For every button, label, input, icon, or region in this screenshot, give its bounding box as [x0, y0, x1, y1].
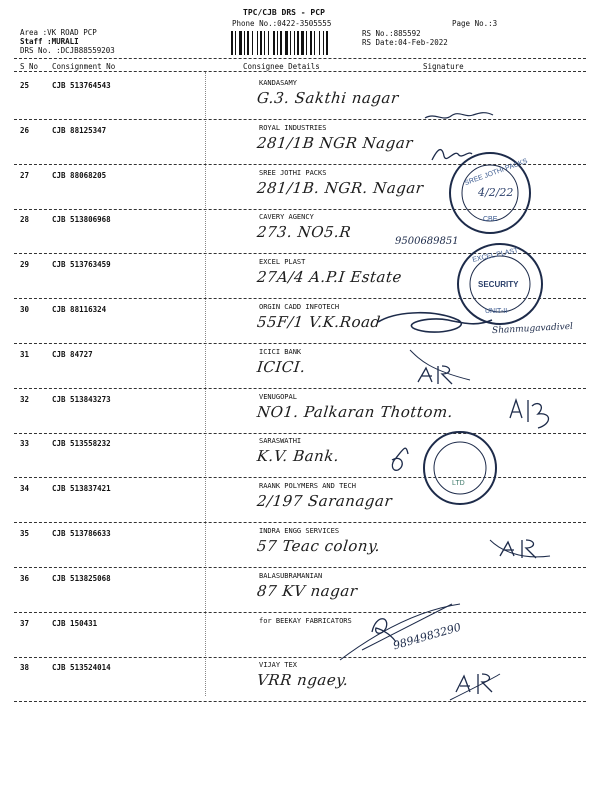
- consignee-name: KANDASAMY: [259, 79, 297, 87]
- consignment-number: CJB 513806968: [52, 215, 111, 224]
- serial-number: 27: [20, 171, 30, 180]
- stamp-excel-top: EXCEL PLAST: [471, 247, 520, 264]
- staff-label: Staff :MURALI: [20, 37, 79, 46]
- serial-number: 37: [20, 619, 30, 628]
- area-label: Area :VK ROAD PCP: [20, 28, 97, 37]
- col-signature: Signature: [423, 62, 464, 71]
- stamp-sree-jothi-bottom: CBE: [483, 216, 498, 223]
- col-consignee: Consignee Details: [243, 62, 320, 71]
- consignment-number: CJB 513843273: [52, 395, 111, 404]
- handwritten-address: 55F/1 V.K.Road: [256, 313, 382, 331]
- consignee-name: for BEEKAY FABRICATORS: [259, 617, 352, 625]
- name-annotation: Shanmugavadivel: [491, 321, 574, 337]
- serial-number: 29: [20, 260, 30, 269]
- signature-mark: [410, 350, 470, 380]
- serial-number: 38: [20, 663, 30, 672]
- consignee-name: EXCEL PLAST: [259, 258, 306, 266]
- handwritten-address: G.3. Sakthi nagar: [256, 89, 400, 107]
- handwritten-address: 57 Teac colony.: [256, 537, 382, 555]
- handwritten-address: 27A/4 A.P.I Estate: [256, 268, 403, 286]
- handwritten-address: 281/1B NGR Nagar: [256, 134, 414, 152]
- consignee-name: BALASUBRAMANIAN: [259, 572, 323, 580]
- signature-mark: [456, 674, 492, 694]
- serial-number: 25: [20, 81, 30, 90]
- consignment-number: CJB 513558232: [52, 439, 111, 448]
- signature-mark: [450, 674, 500, 700]
- consignment-number: CJB 513837421: [52, 484, 111, 493]
- handwritten-address: K.V. Bank.: [256, 447, 341, 465]
- consignee-name: SREE JOTHI PACKS: [259, 169, 327, 177]
- phone-number: Phone No.:0422-3505555: [232, 19, 332, 28]
- handwritten-address: NO1. Palkaran Thottom.: [256, 403, 454, 421]
- handwritten-address: 87 KV nagar: [256, 582, 359, 600]
- consignee-name: VENUGOPAL: [259, 393, 297, 401]
- consignee-name: RAANK POLYMERS AND TECH: [259, 482, 356, 490]
- col-sno: S No: [20, 62, 39, 71]
- rs-number: RS No.:885592: [362, 29, 421, 38]
- serial-number: 32: [20, 395, 30, 404]
- stamp-sree-jothi-top: SREE JOTHI PACKS: [463, 157, 529, 188]
- consignee-name: SARASWATHI: [259, 437, 302, 445]
- stamp-sree-jothi-date: 4/2/22: [478, 186, 514, 199]
- serial-number: 26: [20, 126, 30, 135]
- phone-annotation-37: 9894983290: [391, 620, 463, 653]
- serial-number: 36: [20, 574, 30, 583]
- consignee-name: VIJAY TEX: [259, 661, 297, 669]
- signature-mark: [425, 113, 493, 118]
- page-number: Page No.:3: [452, 19, 498, 28]
- signature-mark: [432, 150, 472, 160]
- consignment-number: CJB 513786633: [52, 529, 111, 538]
- consignment-number: CJB 513825068: [52, 574, 111, 583]
- phone-annotation-28: 9500689851: [395, 236, 459, 247]
- handwritten-address: 281/1B. NGR. Nagar: [256, 179, 425, 197]
- drs-number: DRS No. :DCJB88559203: [20, 46, 115, 55]
- consignee-name: ROYAL INDUSTRIES: [259, 124, 327, 132]
- serial-number: 33: [20, 439, 30, 448]
- signature-mark: [490, 540, 550, 557]
- consignee-name: INDRA ENGG SERVICES: [259, 527, 340, 535]
- consignment-number: CJB 84727: [52, 350, 93, 359]
- serial-number: 28: [20, 215, 30, 224]
- round-seal-text: LTD: [452, 480, 465, 487]
- consignment-number: CJB 513763459: [52, 260, 111, 269]
- col-consignment: Consignment No: [52, 62, 116, 71]
- stamp-excel-middle: SECURITY: [478, 280, 519, 289]
- consignment-number: CJB 513524014: [52, 663, 111, 672]
- consignee-name: ICICI BANK: [259, 348, 302, 356]
- handwritten-address: VRR ngaey.: [256, 671, 350, 689]
- serial-number: 31: [20, 350, 30, 359]
- consignment-number: CJB 88068205: [52, 171, 107, 180]
- round-seal: [424, 432, 496, 504]
- rs-date: RS Date:04-Feb-2022: [362, 38, 448, 47]
- stamp-excel-bottom: UNIT-II: [485, 308, 508, 315]
- handwritten-address: 273. NO5.R: [256, 223, 353, 241]
- consignee-name: CAVERY AGENCY: [259, 213, 314, 221]
- signature-mark: [510, 400, 549, 428]
- handwritten-address: ICICI.: [256, 358, 307, 376]
- serial-number: 34: [20, 484, 30, 493]
- consignment-number: CJB 513764543: [52, 81, 111, 90]
- consignment-number: CJB 88116324: [52, 305, 107, 314]
- serial-number: 30: [20, 305, 30, 314]
- signature-mark: [392, 448, 408, 470]
- consignee-name: ORGIN CADD INFOTECH: [259, 303, 340, 311]
- consignment-number: CJB 88125347: [52, 126, 107, 135]
- handwritten-address: 2/197 Saranagar: [256, 492, 394, 510]
- serial-number: 35: [20, 529, 30, 538]
- consignment-number: CJB 150431: [52, 619, 98, 628]
- report-title: TPC/CJB DRS - PCP: [243, 8, 325, 17]
